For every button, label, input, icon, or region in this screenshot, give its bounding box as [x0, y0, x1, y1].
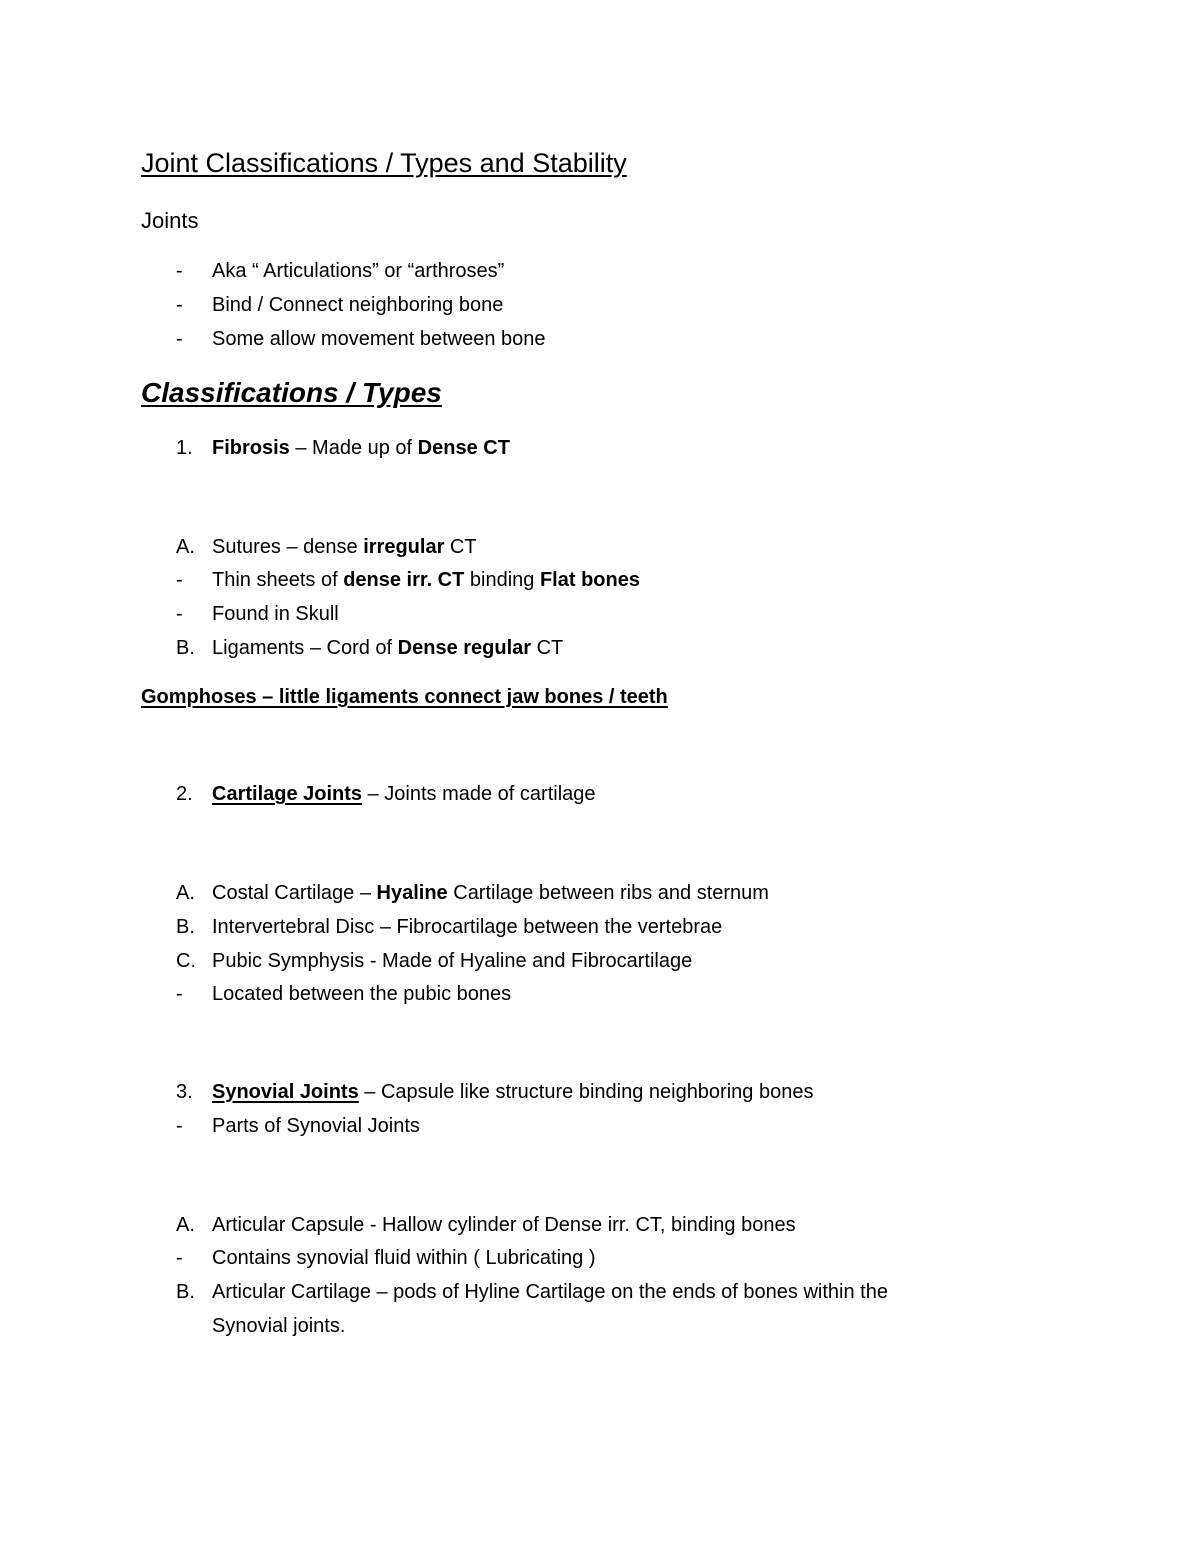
bullet-dash: - — [176, 983, 183, 1005]
costal-pre: Costal Cartilage – — [212, 882, 377, 904]
cartilage-term: Cartilage Joints — [212, 783, 363, 805]
synovial-term: Synovial Joints — [212, 1081, 359, 1103]
joints-bullet-2: Bind / Connect neighboring bone — [212, 294, 504, 316]
sutures-bullet-1-bold2: Flat bones — [539, 569, 640, 591]
articular-cartilage-line-2: Synovial joints. — [212, 1315, 346, 1337]
sutures-bullet-1 — [212, 567, 640, 593]
list-marker: C. — [176, 950, 196, 972]
bullet-dash: - — [176, 569, 183, 591]
list-marker: 1. — [176, 437, 193, 459]
sutures-item — [212, 534, 477, 560]
intervertebral-item: Intervertebral Disc – Fibrocartilage between the vertebrae — [212, 916, 723, 938]
bullet-dash: - — [176, 603, 183, 625]
fibrosis-mid: – Made up of — [289, 437, 418, 459]
list-marker: 2. — [176, 783, 193, 805]
sutures-post: CT — [444, 536, 477, 558]
cartilage-rest: – Joints made of cartilage — [362, 783, 596, 805]
ligaments-pre: Ligaments – Cord of — [212, 637, 398, 659]
list-marker: B. — [176, 916, 195, 938]
ligaments-bold: Dense regular — [397, 637, 532, 659]
bullet-dash: - — [176, 1115, 183, 1137]
bullet-dash: - — [176, 294, 183, 316]
articular-cartilage-line-1: Articular Cartilage – pods of Hyline Cartilage on the ends of bones within the — [212, 1281, 888, 1303]
sutures-bullet-1-mid: binding — [464, 569, 540, 591]
cartilage-item — [212, 781, 596, 807]
list-marker: B. — [176, 1281, 195, 1303]
fibrosis-bold-end: Dense CT — [417, 437, 510, 459]
pubic-bullet: Located between the pubic bones — [212, 983, 512, 1005]
gomphoses-line: Gomphoses – little ligaments connect jaw bones / teeth — [141, 686, 668, 708]
fibrosis-term: Fibrosis — [212, 437, 290, 459]
costal-bold: Hyaline — [376, 882, 448, 904]
sutures-bold: irregular — [363, 536, 445, 558]
pubic-item: Pubic Symphysis - Made of Hyaline and Fibrocartilage — [212, 950, 693, 972]
ligaments-post: CT — [531, 637, 564, 659]
joints-bullet-1: Aka “ Articulations” or “arthroses” — [212, 260, 505, 282]
list-marker: 3. — [176, 1081, 193, 1103]
bullet-dash: - — [176, 260, 183, 282]
fibrosis-item — [212, 435, 510, 461]
list-marker: A. — [176, 1214, 195, 1236]
synovial-rest: – Capsule like structure binding neighboring bones — [358, 1081, 814, 1103]
costal-post: Cartilage between ribs and sternum — [447, 882, 769, 904]
synovial-item — [212, 1079, 813, 1105]
list-marker: A. — [176, 882, 195, 904]
sutures-bullet-1-bold1: dense irr. CT — [343, 569, 465, 591]
sutures-pre: Sutures – dense — [212, 536, 364, 558]
document-title: Joint Classifications / Types and Stability — [141, 148, 627, 178]
synovial-bullet: Parts of Synovial Joints — [212, 1115, 420, 1137]
classifications-heading: Classifications / Types — [141, 377, 442, 408]
sutures-bullet-2: Found in Skull — [212, 603, 339, 625]
bullet-dash: - — [176, 328, 183, 350]
joints-heading: Joints — [141, 208, 199, 233]
ligaments-item — [212, 635, 563, 661]
articular-capsule-item: Articular Capsule - Hallow cylinder of Dense irr. CT, binding bones — [212, 1214, 796, 1236]
costal-item — [212, 880, 769, 906]
bullet-dash: - — [176, 1247, 183, 1269]
list-marker: B. — [176, 637, 195, 659]
sutures-bullet-1-pre: Thin sheets of — [212, 569, 344, 591]
joints-bullet-3: Some allow movement between bone — [212, 328, 546, 350]
capsule-bullet: Contains synovial fluid within ( Lubricating ) — [212, 1247, 596, 1269]
list-marker: A. — [176, 536, 195, 558]
